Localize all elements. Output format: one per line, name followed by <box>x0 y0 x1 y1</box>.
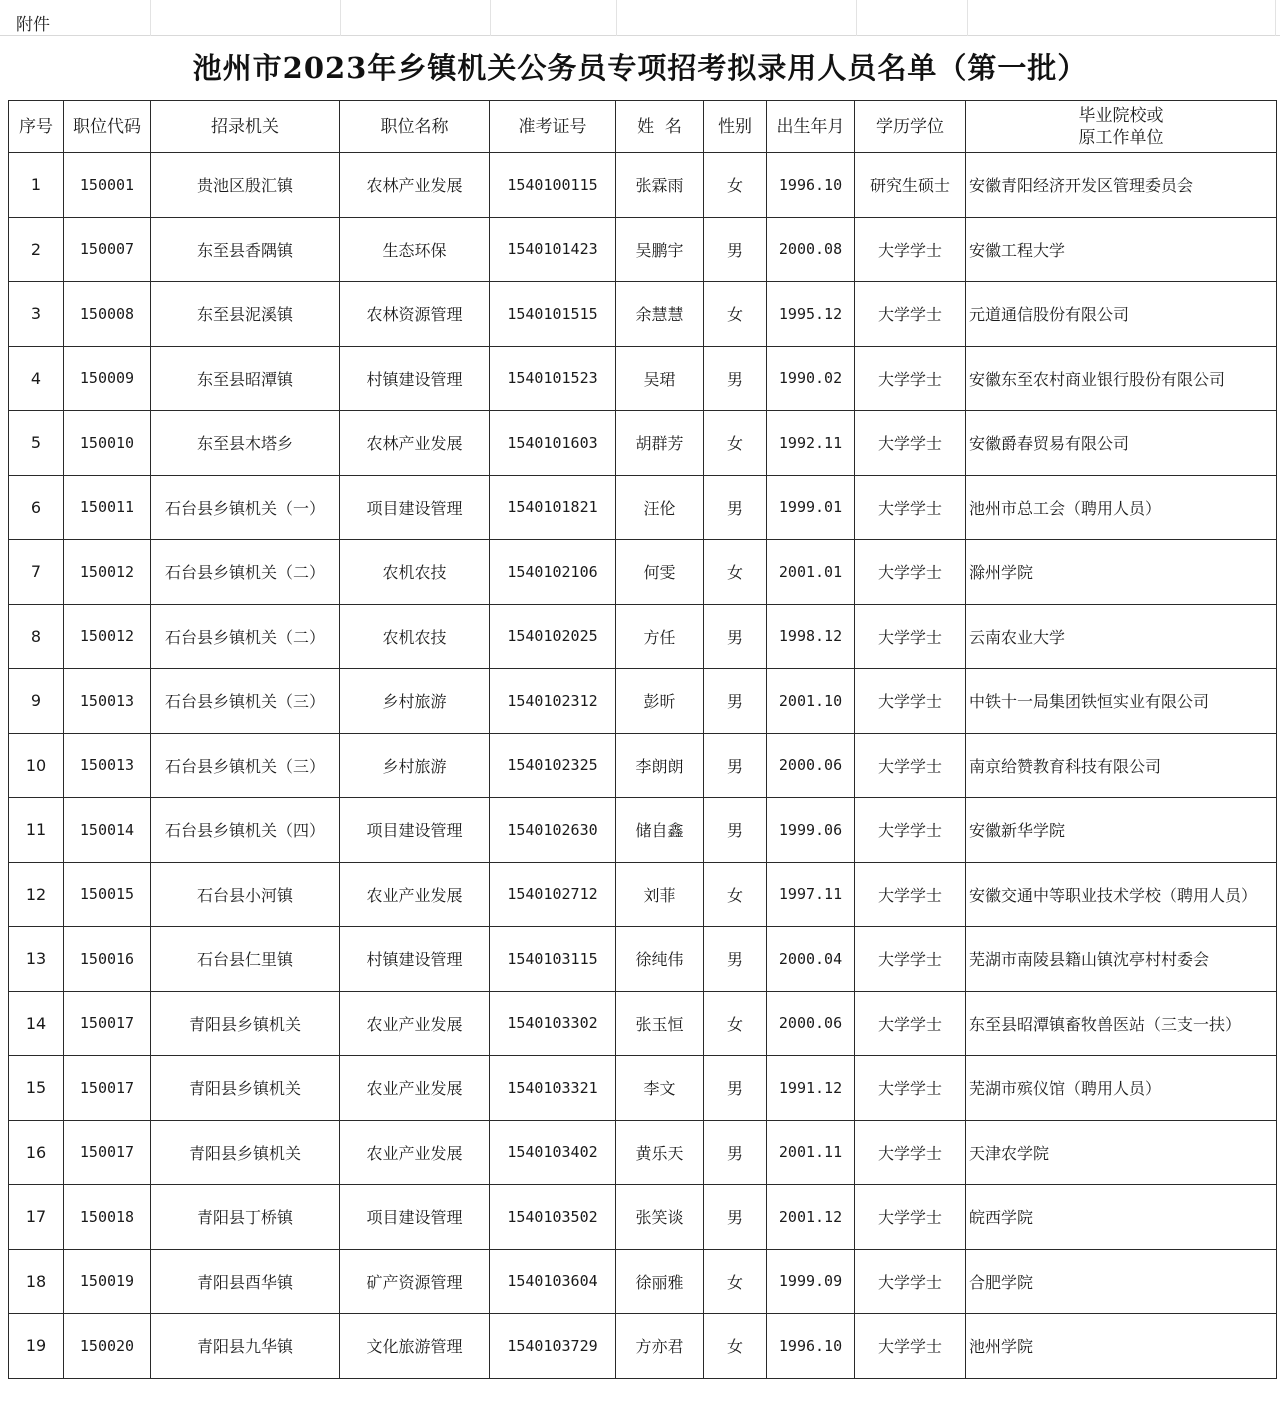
cell-birth: 1999.09 <box>767 1249 855 1314</box>
cell-name: 李朗朗 <box>616 733 704 798</box>
header-post-code: 职位代码 <box>64 101 151 153</box>
cell-gender: 男 <box>704 217 767 282</box>
table-row <box>9 604 1277 669</box>
cell-exam-id: 1540101523 <box>490 346 616 411</box>
cell-seq: 17 <box>9 1185 64 1250</box>
grid-column-line <box>616 0 617 36</box>
cell-degree: 大学学士 <box>855 217 966 282</box>
cell-name: 刘菲 <box>616 862 704 927</box>
cell-degree: 大学学士 <box>855 669 966 734</box>
cell-name: 汪伦 <box>616 475 704 540</box>
cell-exam-id: 1540102312 <box>490 669 616 734</box>
cell-post-code: 150009 <box>64 346 151 411</box>
cell-school: 安徽爵春贸易有限公司 <box>966 411 1277 476</box>
cell-seq: 13 <box>9 927 64 992</box>
cell-school: 安徽东至农村商业银行股份有限公司 <box>966 346 1277 411</box>
table-row <box>9 346 1277 411</box>
cell-school: 安徽青阳经济开发区管理委员会 <box>966 153 1277 218</box>
cell-school: 合肥学院 <box>966 1249 1277 1314</box>
cell-post-name: 矿产资源管理 <box>340 1249 490 1314</box>
cell-exam-id: 1540103302 <box>490 991 616 1056</box>
cell-degree: 大学学士 <box>855 604 966 669</box>
cell-gender: 男 <box>704 1056 767 1121</box>
cell-gender: 男 <box>704 1120 767 1185</box>
cell-post-code: 150020 <box>64 1314 151 1379</box>
cell-birth: 2001.10 <box>767 669 855 734</box>
cell-birth: 1996.10 <box>767 1314 855 1379</box>
cell-seq: 6 <box>9 475 64 540</box>
table-row <box>9 862 1277 927</box>
grid-column-line <box>856 0 857 36</box>
cell-gender: 女 <box>704 153 767 218</box>
header-name: 姓 名 <box>616 101 704 153</box>
grid-column-line <box>150 0 151 36</box>
cell-birth: 1999.06 <box>767 798 855 863</box>
cell-degree: 大学学士 <box>855 1185 966 1250</box>
cell-agency: 青阳县丁桥镇 <box>151 1185 340 1250</box>
cell-exam-id: 1540103115 <box>490 927 616 992</box>
cell-school: 天津农学院 <box>966 1120 1277 1185</box>
cell-post-name: 乡村旅游 <box>340 733 490 798</box>
grid-column-line <box>490 0 491 36</box>
cell-birth: 2000.06 <box>767 733 855 798</box>
cell-seq: 18 <box>9 1249 64 1314</box>
cell-post-name: 农业产业发展 <box>340 1056 490 1121</box>
cell-agency: 青阳县乡镇机关 <box>151 991 340 1056</box>
cell-birth: 1990.02 <box>767 346 855 411</box>
cell-degree: 大学学士 <box>855 1056 966 1121</box>
cell-degree: 大学学士 <box>855 733 966 798</box>
cell-agency: 青阳县酉华镇 <box>151 1249 340 1314</box>
table-row <box>9 1314 1277 1379</box>
cell-post-code: 150007 <box>64 217 151 282</box>
cell-gender: 女 <box>704 282 767 347</box>
header-school-line2: 原工作单位 <box>1078 127 1164 148</box>
cell-post-code: 150012 <box>64 604 151 669</box>
cell-exam-id: 1540100115 <box>490 153 616 218</box>
cell-birth: 1991.12 <box>767 1056 855 1121</box>
header-school-line1: 毕业院校或 <box>1078 105 1164 126</box>
cell-degree: 大学学士 <box>855 1120 966 1185</box>
cell-name: 李文 <box>616 1056 704 1121</box>
table-row <box>9 669 1277 734</box>
cell-gender: 男 <box>704 927 767 992</box>
cell-school: 池州学院 <box>966 1314 1277 1379</box>
cell-agency: 石台县乡镇机关（二） <box>151 604 340 669</box>
cell-birth: 1996.10 <box>767 153 855 218</box>
table-row <box>9 991 1277 1056</box>
cell-agency: 东至县香隅镇 <box>151 217 340 282</box>
cell-school: 池州市总工会（聘用人员） <box>966 475 1277 540</box>
header-gender: 性别 <box>704 101 767 153</box>
cell-gender: 男 <box>704 733 767 798</box>
cell-post-code: 150014 <box>64 798 151 863</box>
cell-seq: 11 <box>9 798 64 863</box>
grid-column-line <box>1275 0 1276 36</box>
cell-school: 安徽新华学院 <box>966 798 1277 863</box>
cell-post-code: 150012 <box>64 540 151 605</box>
cell-seq: 2 <box>9 217 64 282</box>
attachment-label: 附件 <box>16 15 50 35</box>
cell-school: 安徽交通中等职业技术学校（聘用人员） <box>966 862 1277 927</box>
cell-exam-id: 1540102106 <box>490 540 616 605</box>
cell-post-name: 项目建设管理 <box>340 1185 490 1250</box>
cell-birth: 1999.01 <box>767 475 855 540</box>
cell-name: 彭昕 <box>616 669 704 734</box>
header-post-name: 职位名称 <box>340 101 490 153</box>
cell-seq: 4 <box>9 346 64 411</box>
cell-name: 张玉恒 <box>616 991 704 1056</box>
cell-degree: 大学学士 <box>855 346 966 411</box>
cell-post-code: 150017 <box>64 1056 151 1121</box>
table-row <box>9 153 1277 218</box>
cell-post-name: 生态环保 <box>340 217 490 282</box>
cell-post-code: 150013 <box>64 733 151 798</box>
cell-name: 方任 <box>616 604 704 669</box>
cell-seq: 7 <box>9 540 64 605</box>
cell-post-name: 村镇建设管理 <box>340 346 490 411</box>
cell-name: 余慧慧 <box>616 282 704 347</box>
cell-agency: 青阳县九华镇 <box>151 1314 340 1379</box>
cell-post-name: 项目建设管理 <box>340 798 490 863</box>
cell-degree: 大学学士 <box>855 282 966 347</box>
cell-post-name: 农机农技 <box>340 604 490 669</box>
cell-exam-id: 1540102630 <box>490 798 616 863</box>
cell-degree: 大学学士 <box>855 991 966 1056</box>
grid-column-line <box>967 0 968 36</box>
cell-seq: 10 <box>9 733 64 798</box>
cell-birth: 1998.12 <box>767 604 855 669</box>
cell-gender: 女 <box>704 1249 767 1314</box>
cell-name: 徐纯伟 <box>616 927 704 992</box>
table-row <box>9 411 1277 476</box>
cell-post-code: 150017 <box>64 991 151 1056</box>
cell-post-name: 农林产业发展 <box>340 411 490 476</box>
cell-gender: 男 <box>704 669 767 734</box>
cell-post-code: 150018 <box>64 1185 151 1250</box>
table-row <box>9 475 1277 540</box>
cell-post-code: 150001 <box>64 153 151 218</box>
cell-school: 东至县昭潭镇畜牧兽医站（三支一扶） <box>966 991 1277 1056</box>
cell-gender: 女 <box>704 1314 767 1379</box>
cell-birth: 2000.04 <box>767 927 855 992</box>
cell-seq: 19 <box>9 1314 64 1379</box>
cell-post-code: 150010 <box>64 411 151 476</box>
cell-name: 储自鑫 <box>616 798 704 863</box>
cell-name: 黄乐天 <box>616 1120 704 1185</box>
cell-post-name: 项目建设管理 <box>340 475 490 540</box>
cell-agency: 东至县泥溪镇 <box>151 282 340 347</box>
header-school <box>966 101 1277 153</box>
cell-seq: 14 <box>9 991 64 1056</box>
spreadsheet-top-gridline <box>0 0 1280 36</box>
cell-post-code: 150008 <box>64 282 151 347</box>
cell-name: 方亦君 <box>616 1314 704 1379</box>
cell-name: 吴珺 <box>616 346 704 411</box>
cell-degree: 大学学士 <box>855 411 966 476</box>
cell-exam-id: 1540103502 <box>490 1185 616 1250</box>
cell-birth: 1997.11 <box>767 862 855 927</box>
cell-school: 芜湖市殡仪馆（聘用人员） <box>966 1056 1277 1121</box>
cell-degree: 大学学士 <box>855 1249 966 1314</box>
cell-birth: 2000.08 <box>767 217 855 282</box>
cell-seq: 1 <box>9 153 64 218</box>
admission-roster-table <box>8 100 1277 1379</box>
cell-exam-id: 1540102025 <box>490 604 616 669</box>
cell-exam-id: 1540101603 <box>490 411 616 476</box>
cell-name: 徐丽雅 <box>616 1249 704 1314</box>
cell-post-code: 150013 <box>64 669 151 734</box>
cell-exam-id: 1540101515 <box>490 282 616 347</box>
cell-school: 滁州学院 <box>966 540 1277 605</box>
cell-agency: 贵池区殷汇镇 <box>151 153 340 218</box>
cell-birth: 2001.12 <box>767 1185 855 1250</box>
cell-agency: 石台县乡镇机关（一） <box>151 475 340 540</box>
table-row <box>9 217 1277 282</box>
cell-seq: 3 <box>9 282 64 347</box>
grid-column-line <box>340 0 341 36</box>
cell-school: 安徽工程大学 <box>966 217 1277 282</box>
cell-school: 南京给赞教育科技有限公司 <box>966 733 1277 798</box>
cell-degree: 大学学士 <box>855 475 966 540</box>
cell-agency: 石台县仁里镇 <box>151 927 340 992</box>
header-degree: 学历学位 <box>855 101 966 153</box>
cell-gender: 女 <box>704 862 767 927</box>
table-row <box>9 733 1277 798</box>
cell-exam-id: 1540103729 <box>490 1314 616 1379</box>
cell-school: 元道通信股份有限公司 <box>966 282 1277 347</box>
cell-agency: 石台县乡镇机关（二） <box>151 540 340 605</box>
cell-agency: 石台县小河镇 <box>151 862 340 927</box>
cell-gender: 女 <box>704 991 767 1056</box>
cell-school: 皖西学院 <box>966 1185 1277 1250</box>
header-birth: 出生年月 <box>767 101 855 153</box>
cell-degree: 研究生硕士 <box>855 153 966 218</box>
cell-school: 云南农业大学 <box>966 604 1277 669</box>
cell-birth: 2000.06 <box>767 991 855 1056</box>
header-seq: 序号 <box>9 101 64 153</box>
cell-degree: 大学学士 <box>855 1314 966 1379</box>
cell-gender: 男 <box>704 346 767 411</box>
cell-post-code: 150016 <box>64 927 151 992</box>
cell-degree: 大学学士 <box>855 862 966 927</box>
cell-post-name: 农业产业发展 <box>340 862 490 927</box>
cell-name: 张霖雨 <box>616 153 704 218</box>
cell-gender: 男 <box>704 475 767 540</box>
cell-birth: 1995.12 <box>767 282 855 347</box>
document-title: 池州市2023年乡镇机关公务员专项招考拟录用人员名单（第一批） <box>192 51 1088 85</box>
cell-seq: 15 <box>9 1056 64 1121</box>
cell-agency: 青阳县乡镇机关 <box>151 1056 340 1121</box>
cell-gender: 男 <box>704 604 767 669</box>
cell-post-code: 150019 <box>64 1249 151 1314</box>
cell-degree: 大学学士 <box>855 927 966 992</box>
cell-exam-id: 1540102712 <box>490 862 616 927</box>
cell-post-name: 农林资源管理 <box>340 282 490 347</box>
table-row <box>9 282 1277 347</box>
table-row <box>9 1185 1277 1250</box>
cell-post-code: 150011 <box>64 475 151 540</box>
cell-birth: 2001.01 <box>767 540 855 605</box>
table-row <box>9 540 1277 605</box>
cell-post-code: 150015 <box>64 862 151 927</box>
cell-birth: 1992.11 <box>767 411 855 476</box>
cell-post-name: 乡村旅游 <box>340 669 490 734</box>
cell-exam-id: 1540103402 <box>490 1120 616 1185</box>
cell-birth: 2001.11 <box>767 1120 855 1185</box>
cell-exam-id: 1540103321 <box>490 1056 616 1121</box>
cell-degree: 大学学士 <box>855 798 966 863</box>
cell-seq: 12 <box>9 862 64 927</box>
cell-post-name: 农林产业发展 <box>340 153 490 218</box>
table-row <box>9 1120 1277 1185</box>
cell-gender: 男 <box>704 798 767 863</box>
cell-exam-id: 1540102325 <box>490 733 616 798</box>
cell-exam-id: 1540101821 <box>490 475 616 540</box>
table-row <box>9 1056 1277 1121</box>
cell-agency: 东至县昭潭镇 <box>151 346 340 411</box>
cell-agency: 石台县乡镇机关（三） <box>151 733 340 798</box>
cell-agency: 青阳县乡镇机关 <box>151 1120 340 1185</box>
cell-name: 何雯 <box>616 540 704 605</box>
table-row <box>9 798 1277 863</box>
cell-seq: 16 <box>9 1120 64 1185</box>
cell-post-name: 文化旅游管理 <box>340 1314 490 1379</box>
cell-gender: 男 <box>704 1185 767 1250</box>
cell-name: 胡群芳 <box>616 411 704 476</box>
cell-name: 张笑谈 <box>616 1185 704 1250</box>
cell-seq: 8 <box>9 604 64 669</box>
cell-school: 中铁十一局集团铁恒实业有限公司 <box>966 669 1277 734</box>
cell-post-name: 农业产业发展 <box>340 991 490 1056</box>
cell-agency: 石台县乡镇机关（三） <box>151 669 340 734</box>
table-row <box>9 1249 1277 1314</box>
cell-school: 芜湖市南陵县籍山镇沈亭村村委会 <box>966 927 1277 992</box>
table-row <box>9 927 1277 992</box>
cell-post-name: 农机农技 <box>340 540 490 605</box>
cell-seq: 5 <box>9 411 64 476</box>
cell-degree: 大学学士 <box>855 540 966 605</box>
cell-post-name: 农业产业发展 <box>340 1120 490 1185</box>
cell-exam-id: 1540101423 <box>490 217 616 282</box>
header-agency: 招录机关 <box>151 101 340 153</box>
cell-agency: 石台县乡镇机关（四） <box>151 798 340 863</box>
header-row <box>9 101 1277 153</box>
cell-seq: 9 <box>9 669 64 734</box>
header-exam-id: 准考证号 <box>490 101 616 153</box>
cell-gender: 女 <box>704 411 767 476</box>
cell-post-code: 150017 <box>64 1120 151 1185</box>
cell-agency: 东至县木塔乡 <box>151 411 340 476</box>
cell-gender: 女 <box>704 540 767 605</box>
cell-exam-id: 1540103604 <box>490 1249 616 1314</box>
cell-name: 吴鹏宇 <box>616 217 704 282</box>
cell-post-name: 村镇建设管理 <box>340 927 490 992</box>
